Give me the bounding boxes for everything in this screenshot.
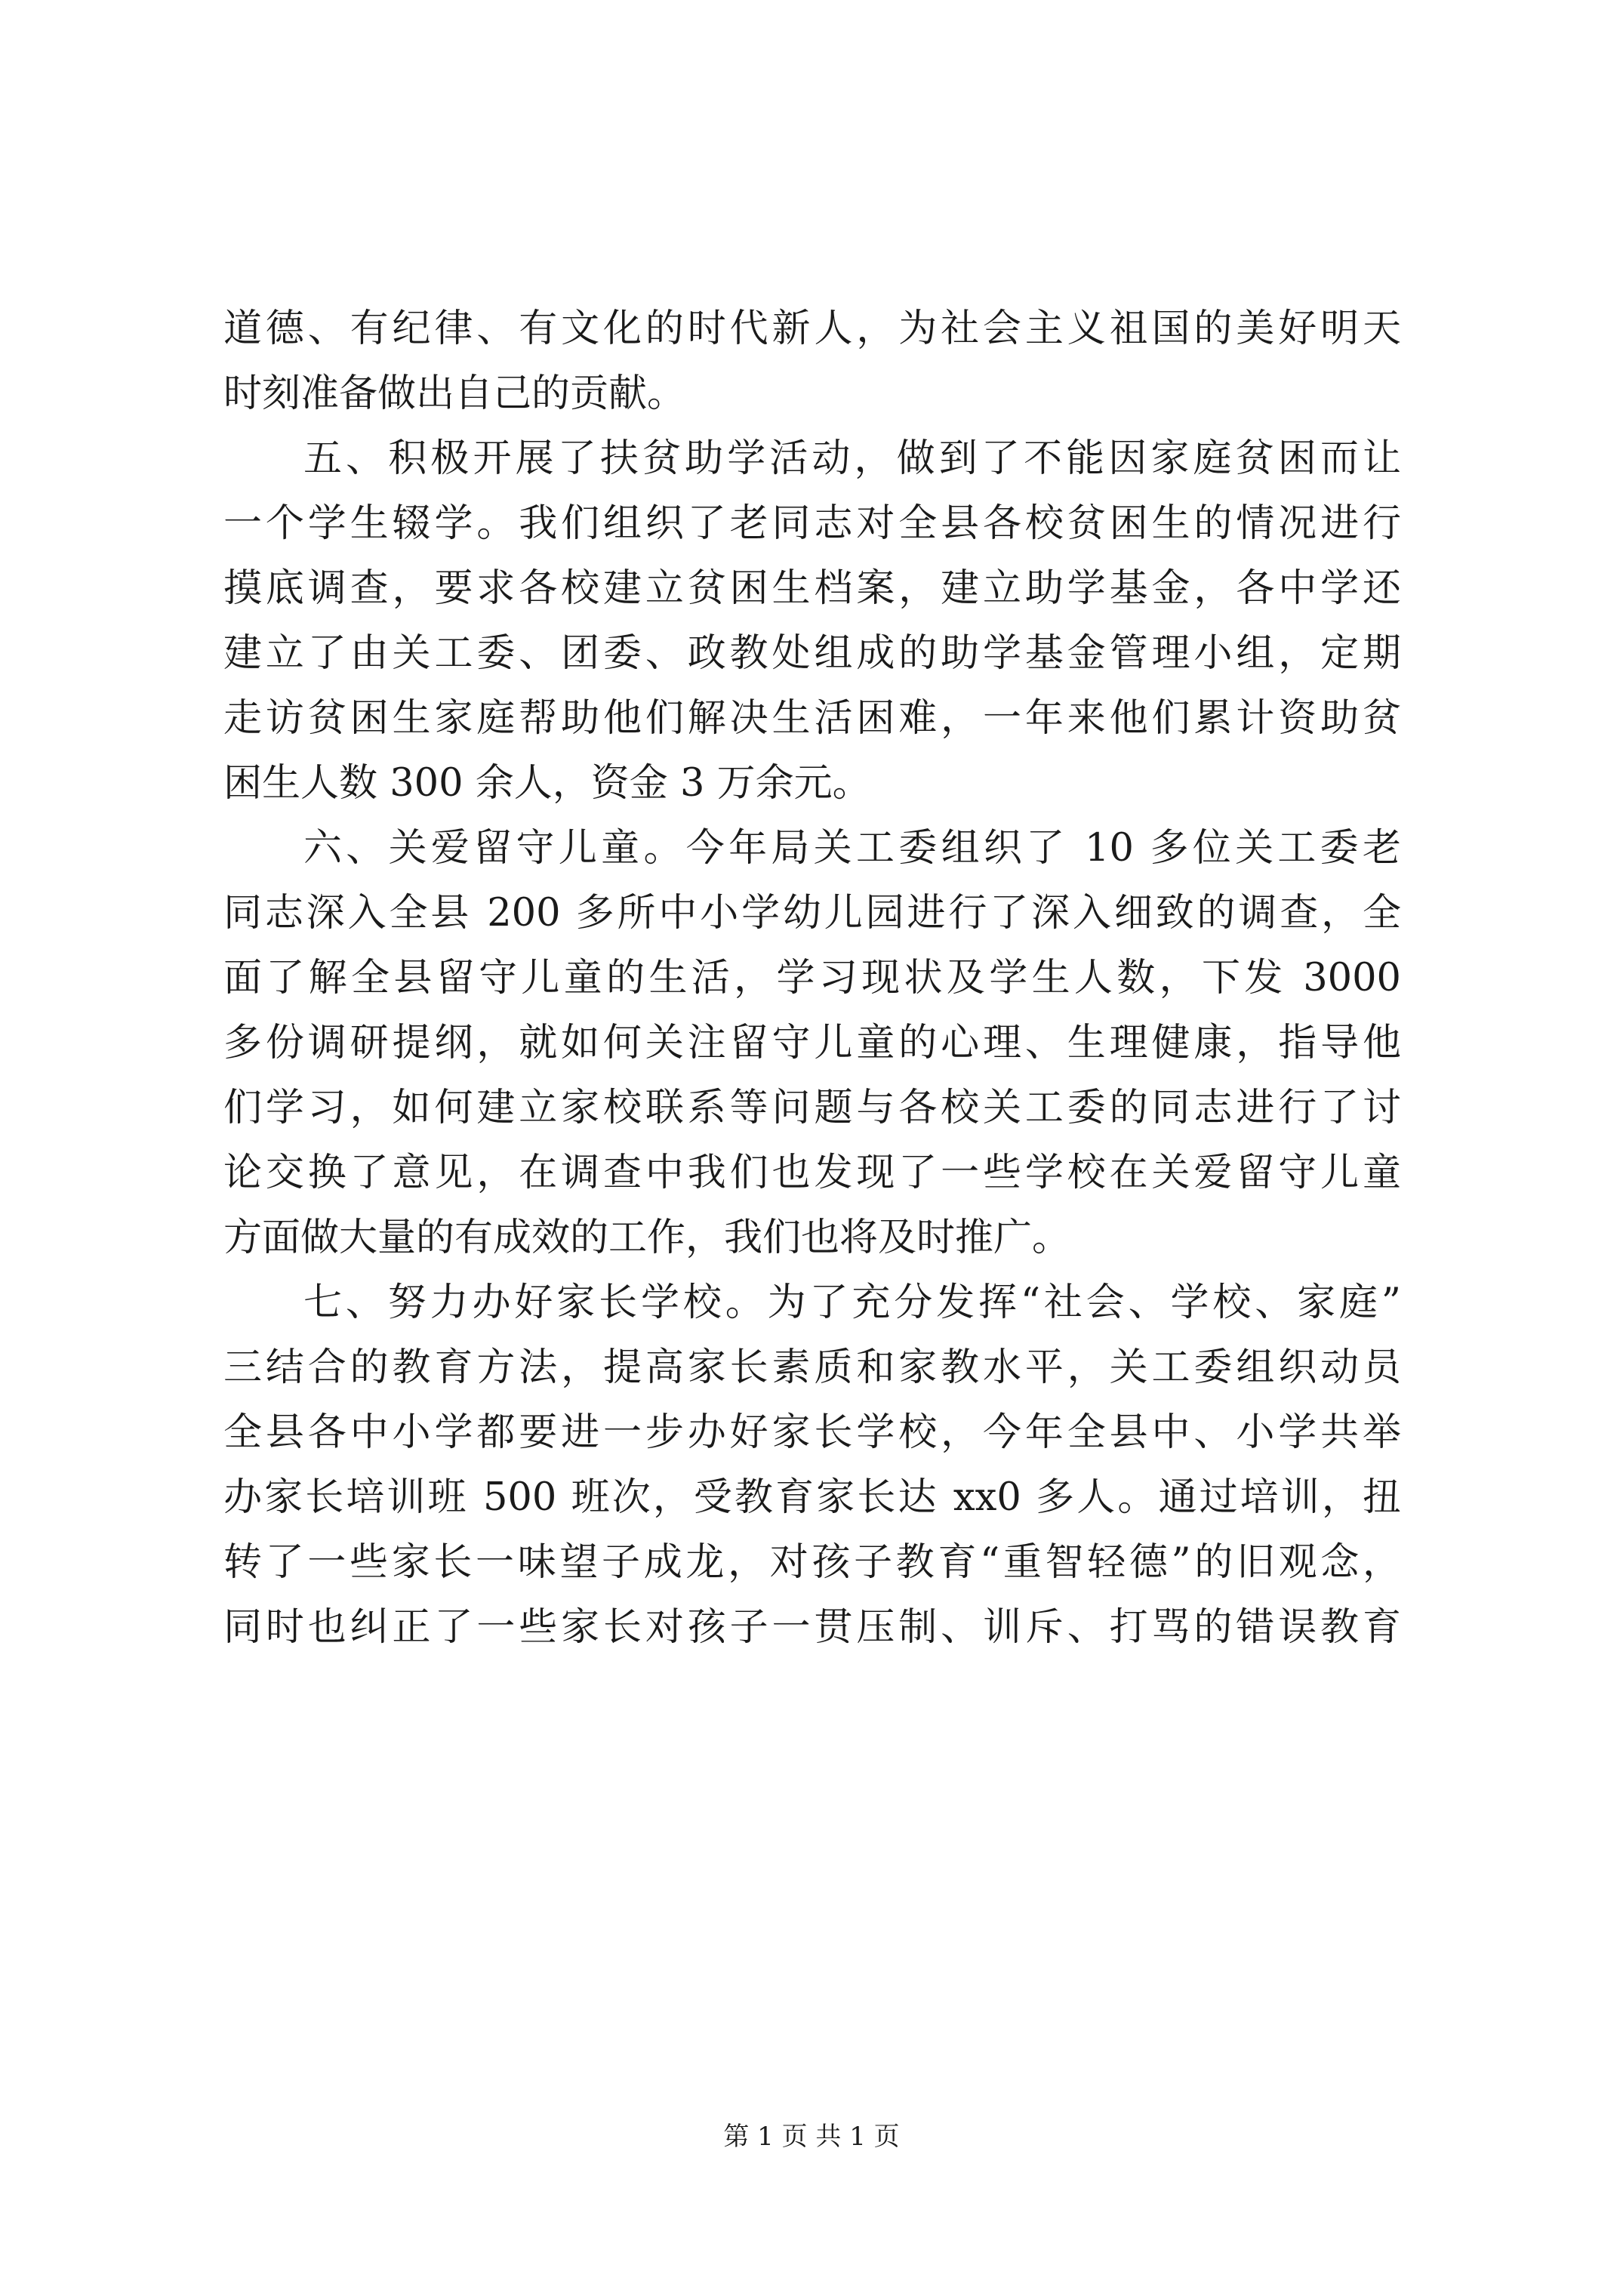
text-line: 困生人数 300 余人，资金 3 万余元。 <box>223 761 871 806</box>
page-footer: 第 1 页 共 1 页 <box>723 2122 900 2152</box>
text-line: 三结合的教育方法，提高家长素质和家教水平，关工委组织动员 <box>223 1345 1401 1390</box>
text-line: 时刻准备做出自己的贡献。 <box>223 371 686 416</box>
text-line: 一个学生辍学。我们组织了老同志对全县各校贫困生的情况进行 <box>223 501 1401 546</box>
text-line: 摸底调查，要求各校建立贫困生档案，建立助学基金，各中学还 <box>223 566 1401 611</box>
text-line: 面了解全县留守儿童的生活，学习现状及学生人数，下发 3000 <box>223 956 1401 1000</box>
text-line: 同时也纠正了一些家长对孩子一贯压制、训斥、打骂的错误教育 <box>223 1605 1401 1650</box>
text-line: 论交换了意见，在调查中我们也发现了一些学校在关爱留守儿童 <box>223 1151 1401 1195</box>
text-line: 建立了由关工委、团委、政教处组成的助学基金管理小组，定期 <box>223 631 1401 676</box>
text-line: 道德、有纪律、有文化的时代新人，为社会主义祖国的美好明天 <box>223 307 1401 351</box>
paragraph-start-line: 六、关爱留守儿童。今年局关工委组织了 10 多位关工委老 <box>303 826 1401 871</box>
text-line: 们学习，如何建立家校联系等问题与各校关工委的同志进行了讨 <box>223 1086 1401 1130</box>
document-body <box>223 297 1401 1660</box>
text-line: 办家长培训班 500 班次，受教育家长达 xx0 多人。通过培训，扭 <box>223 1475 1401 1520</box>
text-line: 转了一些家长一味望子成龙，对孩子教育“重智轻德”的旧观念， <box>223 1540 1401 1585</box>
text-line: 走访贫困生家庭帮助他们解决生活困难，一年来他们累计资助贫 <box>223 696 1401 741</box>
paragraph-start-line: 五、积极开展了扶贫助学活动，做到了不能因家庭贫困而让 <box>303 436 1401 481</box>
text-line: 多份调研提纲，就如何关注留守儿童的心理、生理健康，指导他 <box>223 1021 1401 1065</box>
text-line: 全县各中小学都要进一步办好家长学校，今年全县中、小学共举 <box>223 1410 1401 1455</box>
paragraph-start-line: 七、努力办好家长学校。为了充分发挥“社会、学校、家庭” <box>303 1281 1401 1325</box>
text-line: 同志深入全县 200 多所中小学幼儿园进行了深入细致的调查，全 <box>223 891 1401 935</box>
text-line: 方面做大量的有成效的工作，我们也将及时推广。 <box>223 1216 1071 1260</box>
